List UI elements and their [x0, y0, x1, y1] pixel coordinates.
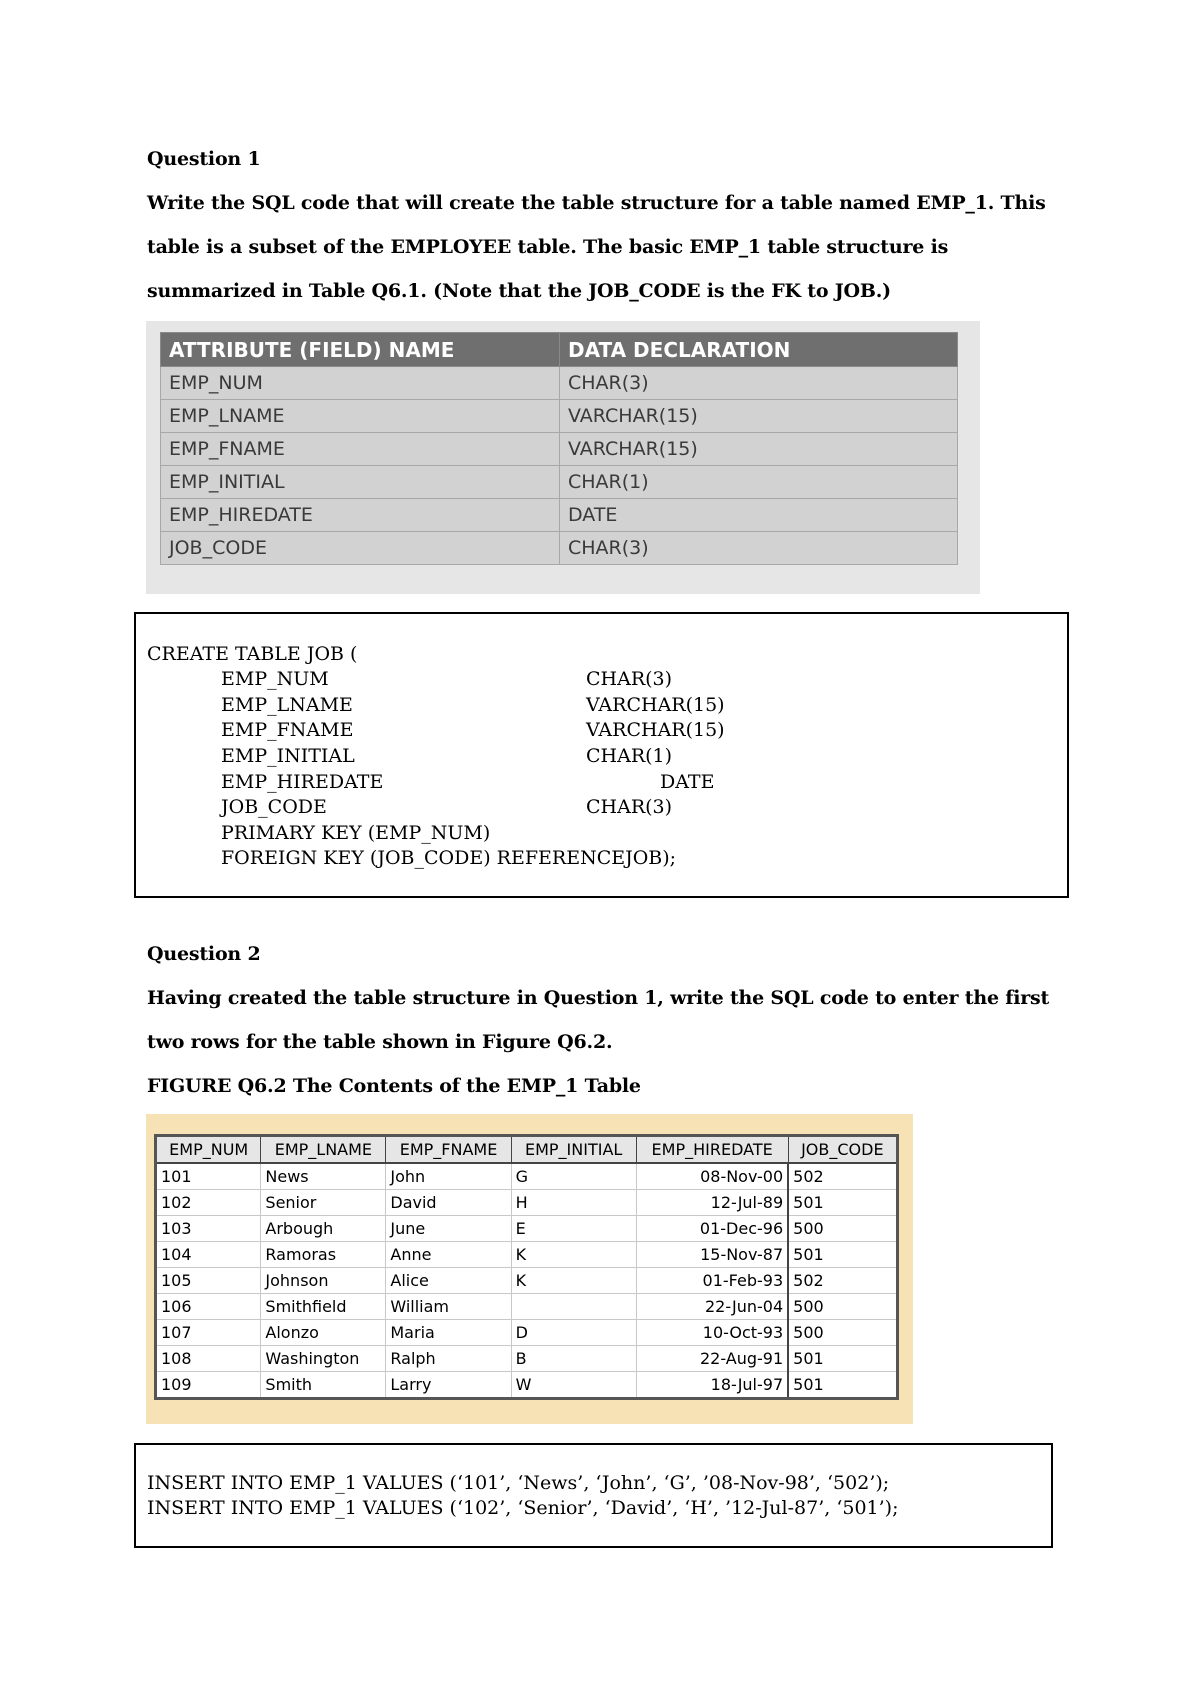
code-column-type: VARCHAR(15): [586, 719, 725, 741]
job-code-cell: 502: [788, 1268, 897, 1294]
header-emp-initial: EMP_INITIAL: [511, 1136, 636, 1164]
code-column-type: VARCHAR(15): [586, 694, 725, 716]
emp-hiredate-cell: 22-Aug-91: [636, 1346, 788, 1372]
figure-q6-2-caption: FIGURE Q6.2 The Contents of the EMP_1 Table: [147, 1075, 641, 1097]
emp-lname-cell: Washington: [261, 1346, 386, 1372]
table-row: [161, 499, 958, 532]
emp-num-cell: 109: [156, 1372, 261, 1399]
job-code-cell: 500: [788, 1320, 897, 1346]
emp-lname-cell: Johnson: [261, 1268, 386, 1294]
table-row: [156, 1190, 898, 1216]
code-foreign-key-line: FOREIGN KEY (JOB_CODE) REFERENCEJOB);: [221, 847, 677, 869]
data-declaration-cell: CHAR(3): [560, 367, 958, 400]
emp-lname-cell: Senior: [261, 1190, 386, 1216]
question-1-text-line-1: Write the SQL code that will create the table structure for a table named EMP_1. This: [147, 192, 1046, 214]
table-row: [161, 367, 958, 400]
emp-fname-cell: John: [386, 1163, 511, 1190]
emp-hiredate-cell: 22-Jun-04: [636, 1294, 788, 1320]
data-declaration-cell: DATE: [560, 499, 958, 532]
table-q6-1-figure: [146, 321, 980, 594]
emp-num-cell: 107: [156, 1320, 261, 1346]
header-job-code: JOB_CODE: [788, 1136, 897, 1164]
emp-initial-cell: K: [511, 1242, 636, 1268]
table-header-row: [161, 333, 958, 367]
emp-fname-cell: Ralph: [386, 1346, 511, 1372]
emp-num-cell: 102: [156, 1190, 261, 1216]
emp-lname-cell: Smithfield: [261, 1294, 386, 1320]
header-attribute-name: ATTRIBUTE (FIELD) NAME: [161, 333, 560, 367]
data-declaration-cell: CHAR(3): [560, 532, 958, 565]
table-row: [156, 1320, 898, 1346]
table-row: [156, 1346, 898, 1372]
emp-hiredate-cell: 12-Jul-89: [636, 1190, 788, 1216]
emp-hiredate-cell: 15-Nov-87: [636, 1242, 788, 1268]
job-code-cell: 501: [788, 1242, 897, 1268]
emp-hiredate-cell: 18-Jul-97: [636, 1372, 788, 1399]
table-row: [156, 1372, 898, 1399]
emp-hiredate-cell: 01-Dec-96: [636, 1216, 788, 1242]
emp-num-cell: 104: [156, 1242, 261, 1268]
emp-initial-cell: K: [511, 1268, 636, 1294]
emp-hiredate-cell: 01-Feb-93: [636, 1268, 788, 1294]
table-row: [161, 400, 958, 433]
create-table-code-box: [134, 612, 1069, 898]
emp-initial-cell: G: [511, 1163, 636, 1190]
question-2-text-line-2: two rows for the table shown in Figure Q6.2.: [147, 1031, 613, 1053]
emp-hiredate-cell: 10-Oct-93: [636, 1320, 788, 1346]
attribute-name-cell: EMP_HIREDATE: [161, 499, 560, 532]
question-1-text-line-3: summarized in Table Q6.1. (Note that the JOB_CODE is the FK to JOB.): [147, 280, 891, 302]
question-1-heading: Question 1: [147, 148, 261, 170]
question-2-text-line-1: Having created the table structure in Question 1, write the SQL code to enter the first: [147, 987, 1050, 1009]
table-row: [156, 1216, 898, 1242]
table-header-row: [156, 1136, 898, 1164]
code-column-name: EMP_NUM: [221, 668, 329, 690]
header-emp-fname: EMP_FNAME: [386, 1136, 511, 1164]
emp-fname-cell: William: [386, 1294, 511, 1320]
emp-num-cell: 101: [156, 1163, 261, 1190]
emp-lname-cell: Alonzo: [261, 1320, 386, 1346]
emp-1-contents-table: [154, 1134, 899, 1400]
data-declaration-cell: VARCHAR(15): [560, 400, 958, 433]
emp-initial-cell: [511, 1294, 636, 1320]
emp-initial-cell: H: [511, 1190, 636, 1216]
attribute-name-cell: EMP_NUM: [161, 367, 560, 400]
code-insert-line-2: INSERT INTO EMP_1 VALUES (‘102’, ‘Senior’, ‘David’, ‘H’, ’12-Jul-87’, ‘501’);: [147, 1497, 899, 1519]
data-declaration-cell: VARCHAR(15): [560, 433, 958, 466]
code-create-table-line: CREATE TABLE JOB (: [147, 643, 358, 665]
job-code-cell: 502: [788, 1163, 897, 1190]
emp-initial-cell: D: [511, 1320, 636, 1346]
header-data-declaration: DATA DECLARATION: [560, 333, 958, 367]
header-emp-num: EMP_NUM: [156, 1136, 261, 1164]
code-column-type: DATE: [660, 771, 715, 793]
emp-initial-cell: E: [511, 1216, 636, 1242]
code-column-name: EMP_INITIAL: [221, 745, 355, 767]
question-1-text-line-2: table is a subset of the EMPLOYEE table. The basic EMP_1 table structure is: [147, 236, 949, 258]
emp-num-cell: 103: [156, 1216, 261, 1242]
attribute-table: [160, 332, 958, 565]
table-row: [161, 466, 958, 499]
table-row: [156, 1294, 898, 1320]
job-code-cell: 501: [788, 1372, 897, 1399]
emp-lname-cell: Smith: [261, 1372, 386, 1399]
emp-num-cell: 105: [156, 1268, 261, 1294]
code-column-name: JOB_CODE: [221, 796, 327, 818]
question-2-heading: Question 2: [147, 943, 261, 965]
figure-q6-2: [146, 1114, 913, 1424]
emp-fname-cell: Alice: [386, 1268, 511, 1294]
job-code-cell: 500: [788, 1294, 897, 1320]
attribute-name-cell: EMP_INITIAL: [161, 466, 560, 499]
emp-lname-cell: News: [261, 1163, 386, 1190]
table-row: [156, 1163, 898, 1190]
code-column-type: CHAR(3): [586, 668, 673, 690]
data-declaration-cell: CHAR(1): [560, 466, 958, 499]
attribute-name-cell: EMP_FNAME: [161, 433, 560, 466]
emp-fname-cell: Maria: [386, 1320, 511, 1346]
emp-fname-cell: Anne: [386, 1242, 511, 1268]
emp-fname-cell: Larry: [386, 1372, 511, 1399]
job-code-cell: 500: [788, 1216, 897, 1242]
code-column-name: EMP_FNAME: [221, 719, 354, 741]
attribute-name-cell: JOB_CODE: [161, 532, 560, 565]
table-row: [156, 1268, 898, 1294]
code-column-name: EMP_HIREDATE: [221, 771, 384, 793]
insert-code-box: [134, 1443, 1053, 1548]
code-column-type: CHAR(3): [586, 796, 673, 818]
emp-fname-cell: June: [386, 1216, 511, 1242]
job-code-cell: 501: [788, 1346, 897, 1372]
code-primary-key-line: PRIMARY KEY (EMP_NUM): [221, 822, 491, 844]
emp-fname-cell: David: [386, 1190, 511, 1216]
attribute-name-cell: EMP_LNAME: [161, 400, 560, 433]
emp-hiredate-cell: 08-Nov-00: [636, 1163, 788, 1190]
emp-initial-cell: B: [511, 1346, 636, 1372]
emp-num-cell: 106: [156, 1294, 261, 1320]
emp-lname-cell: Arbough: [261, 1216, 386, 1242]
emp-num-cell: 108: [156, 1346, 261, 1372]
emp-lname-cell: Ramoras: [261, 1242, 386, 1268]
table-row: [161, 532, 958, 565]
job-code-cell: 501: [788, 1190, 897, 1216]
header-emp-hiredate: EMP_HIREDATE: [636, 1136, 788, 1164]
table-row: [161, 433, 958, 466]
code-column-type: CHAR(1): [586, 745, 673, 767]
code-insert-line-1: INSERT INTO EMP_1 VALUES (‘101’, ‘News’, ‘John’, ‘G’, ’08-Nov-98’, ‘502’);: [147, 1472, 890, 1494]
emp-initial-cell: W: [511, 1372, 636, 1399]
code-column-name: EMP_LNAME: [221, 694, 353, 716]
header-emp-lname: EMP_LNAME: [261, 1136, 386, 1164]
table-row: [156, 1242, 898, 1268]
